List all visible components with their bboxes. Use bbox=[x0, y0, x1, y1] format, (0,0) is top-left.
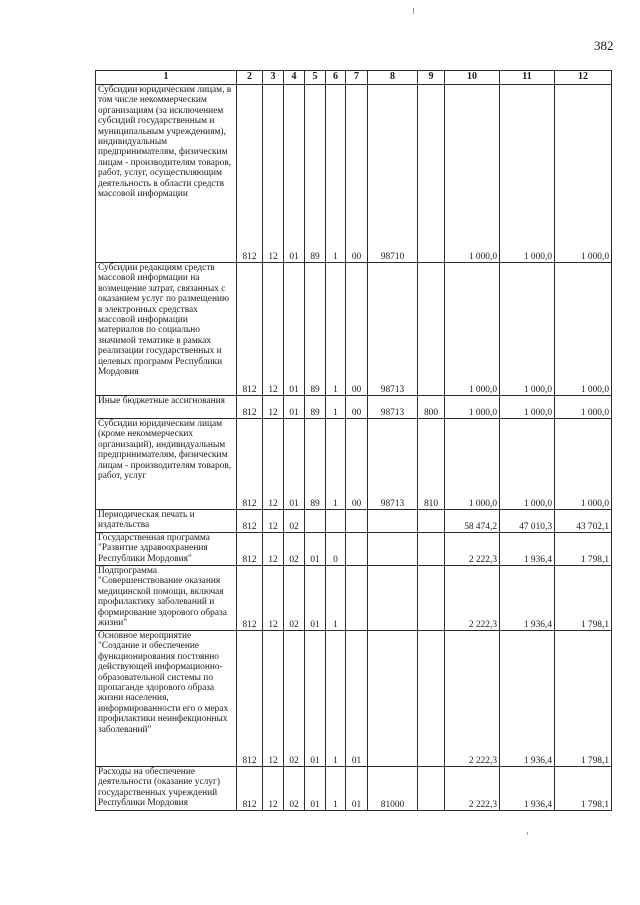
cell-ministry-code: 812 bbox=[237, 396, 263, 419]
cell-program: 01 bbox=[305, 767, 326, 811]
cell-subsection: 02 bbox=[284, 533, 305, 566]
cell-subsection: 02 bbox=[284, 631, 305, 767]
row-name: Расходы на обеспечение деятельности (оказание услуг) государственных учреждений Республики Мордовия bbox=[96, 767, 237, 811]
cell-expense-type bbox=[418, 566, 445, 631]
cell-amount-year3: 1 000,0 bbox=[555, 396, 612, 419]
cell-subprogram: 1 bbox=[326, 263, 346, 396]
cell-direction: 81000 bbox=[368, 767, 418, 811]
cell-ministry-code: 812 bbox=[237, 263, 263, 396]
cell-event bbox=[346, 510, 368, 533]
cell-subprogram: 1 bbox=[326, 419, 346, 510]
cell-ministry-code: 812 bbox=[237, 419, 263, 510]
row-name: Субсидии юридическим лицам, в том числе некоммерческим организациям (за исключением субсидий государственным и муниципальным учреждениям), индивидуальным предпринимателям, физическим лицам - производителям товаров, работ, услуг, осуществляющим деятельность в области средств массовой информации bbox=[96, 85, 237, 263]
cell-subprogram: 1 bbox=[326, 396, 346, 419]
cell-direction: 98713 bbox=[368, 263, 418, 396]
table-row bbox=[96, 85, 612, 263]
table-row bbox=[96, 533, 612, 566]
cell-direction bbox=[368, 631, 418, 767]
cell-subprogram: 1 bbox=[326, 566, 346, 631]
cell-ministry-code: 812 bbox=[237, 533, 263, 566]
cell-amount-year3: 1 798,1 bbox=[555, 767, 612, 811]
cell-ministry-code: 812 bbox=[237, 631, 263, 767]
cell-section: 12 bbox=[263, 419, 284, 510]
cell-direction bbox=[368, 510, 418, 533]
cell-amount-year3: 43 702,1 bbox=[555, 510, 612, 533]
cell-amount-year2: 1 000,0 bbox=[500, 396, 555, 419]
scan-mark bbox=[527, 832, 528, 835]
cell-ministry-code: 812 bbox=[237, 85, 263, 263]
cell-subprogram bbox=[326, 510, 346, 533]
cell-subsection: 01 bbox=[284, 85, 305, 263]
column-header: 5 bbox=[305, 71, 326, 85]
table-row bbox=[96, 631, 612, 767]
scan-mark bbox=[413, 8, 414, 14]
cell-event: 01 bbox=[346, 767, 368, 811]
cell-expense-type bbox=[418, 85, 445, 263]
cell-amount-year1: 2 222,3 bbox=[445, 631, 500, 767]
cell-program: 01 bbox=[305, 631, 326, 767]
row-name: Государственная программа "Развитие здравоохранения Республики Мордовия" bbox=[96, 533, 237, 566]
row-name: Периодическая печать и издательства bbox=[96, 510, 237, 533]
table-row bbox=[96, 510, 612, 533]
cell-event: 00 bbox=[346, 85, 368, 263]
cell-subsection: 02 bbox=[284, 566, 305, 631]
column-header: 12 bbox=[555, 71, 612, 85]
cell-program: 01 bbox=[305, 566, 326, 631]
cell-amount-year2: 1 936,4 bbox=[500, 533, 555, 566]
column-header: 10 bbox=[445, 71, 500, 85]
cell-amount-year3: 1 000,0 bbox=[555, 263, 612, 396]
column-header: 7 bbox=[346, 71, 368, 85]
cell-program: 89 bbox=[305, 419, 326, 510]
table-row bbox=[96, 263, 612, 396]
column-header: 4 bbox=[284, 71, 305, 85]
cell-event: 00 bbox=[346, 419, 368, 510]
cell-amount-year2: 1 000,0 bbox=[500, 85, 555, 263]
row-name: Субсидии юридическим лицам (кроме некоммерческих организаций), индивидуальным предпринимателям, физическим лицам - производителям товаров, работ, услуг bbox=[96, 419, 237, 510]
cell-expense-type bbox=[418, 263, 445, 396]
cell-amount-year3: 1 000,0 bbox=[555, 419, 612, 510]
cell-subsection: 02 bbox=[284, 767, 305, 811]
cell-amount-year3: 1 798,1 bbox=[555, 566, 612, 631]
cell-ministry-code: 812 bbox=[237, 566, 263, 631]
cell-amount-year1: 1 000,0 bbox=[445, 85, 500, 263]
cell-subsection: 01 bbox=[284, 419, 305, 510]
cell-section: 12 bbox=[263, 533, 284, 566]
cell-direction: 98710 bbox=[368, 85, 418, 263]
cell-expense-type bbox=[418, 533, 445, 566]
row-name: Основное мероприятие "Создание и обеспечение функционирования постоянно действующей информационно-образовательной системы по пропаганде здорового образа жизни населения, информированности его о мерах профилактики неинфекционных заболеваний" bbox=[96, 631, 237, 767]
row-name: Иные бюджетные ассигнования bbox=[96, 396, 237, 419]
cell-amount-year1: 1 000,0 bbox=[445, 396, 500, 419]
column-header: 6 bbox=[326, 71, 346, 85]
budget-table bbox=[95, 70, 612, 811]
cell-program bbox=[305, 510, 326, 533]
cell-section: 12 bbox=[263, 263, 284, 396]
cell-event bbox=[346, 566, 368, 631]
cell-amount-year1: 2 222,3 bbox=[445, 767, 500, 811]
cell-amount-year1: 2 222,3 bbox=[445, 533, 500, 566]
cell-amount-year2: 1 000,0 bbox=[500, 263, 555, 396]
cell-amount-year2: 1 000,0 bbox=[500, 419, 555, 510]
cell-ministry-code: 812 bbox=[237, 767, 263, 811]
cell-section: 12 bbox=[263, 396, 284, 419]
cell-direction bbox=[368, 566, 418, 631]
column-header: 1 bbox=[96, 71, 237, 85]
cell-amount-year2: 1 936,4 bbox=[500, 566, 555, 631]
cell-section: 12 bbox=[263, 510, 284, 533]
cell-amount-year2: 47 010,3 bbox=[500, 510, 555, 533]
column-header: 11 bbox=[500, 71, 555, 85]
cell-subsection: 01 bbox=[284, 263, 305, 396]
cell-section: 12 bbox=[263, 566, 284, 631]
cell-amount-year1: 1 000,0 bbox=[445, 263, 500, 396]
header-row bbox=[96, 71, 612, 85]
cell-expense-type: 810 bbox=[418, 419, 445, 510]
cell-amount-year3: 1 798,1 bbox=[555, 533, 612, 566]
cell-event: 00 bbox=[346, 263, 368, 396]
cell-section: 12 bbox=[263, 767, 284, 811]
cell-event bbox=[346, 533, 368, 566]
cell-subprogram: 1 bbox=[326, 631, 346, 767]
column-header: 3 bbox=[263, 71, 284, 85]
cell-amount-year1: 2 222,3 bbox=[445, 566, 500, 631]
cell-ministry-code: 812 bbox=[237, 510, 263, 533]
cell-expense-type bbox=[418, 510, 445, 533]
cell-expense-type bbox=[418, 767, 445, 811]
cell-program: 01 bbox=[305, 533, 326, 566]
column-header: 9 bbox=[418, 71, 445, 85]
cell-program: 89 bbox=[305, 396, 326, 419]
cell-program: 89 bbox=[305, 263, 326, 396]
row-name: Подпрограмма "Совершенствование оказания медицинской помощи, включая профилактику заболеваний и формирование здорового образа жизни" bbox=[96, 566, 237, 631]
cell-subprogram: 1 bbox=[326, 767, 346, 811]
cell-amount-year1: 1 000,0 bbox=[445, 419, 500, 510]
table-row bbox=[96, 419, 612, 510]
cell-expense-type: 800 bbox=[418, 396, 445, 419]
cell-event: 01 bbox=[346, 631, 368, 767]
cell-section: 12 bbox=[263, 85, 284, 263]
cell-expense-type bbox=[418, 631, 445, 767]
cell-amount-year2: 1 936,4 bbox=[500, 631, 555, 767]
cell-section: 12 bbox=[263, 631, 284, 767]
table-row bbox=[96, 767, 612, 811]
cell-direction: 98713 bbox=[368, 396, 418, 419]
cell-program: 89 bbox=[305, 85, 326, 263]
cell-subprogram: 0 bbox=[326, 533, 346, 566]
column-header: 8 bbox=[368, 71, 418, 85]
cell-amount-year2: 1 936,4 bbox=[500, 767, 555, 811]
table-row bbox=[96, 396, 612, 419]
cell-subprogram: 1 bbox=[326, 85, 346, 263]
table-row bbox=[96, 566, 612, 631]
cell-event: 00 bbox=[346, 396, 368, 419]
cell-amount-year1: 58 474,2 bbox=[445, 510, 500, 533]
cell-subsection: 01 bbox=[284, 396, 305, 419]
cell-amount-year3: 1 000,0 bbox=[555, 85, 612, 263]
cell-amount-year3: 1 798,1 bbox=[555, 631, 612, 767]
cell-direction bbox=[368, 533, 418, 566]
cell-direction: 98713 bbox=[368, 419, 418, 510]
column-header: 2 bbox=[237, 71, 263, 85]
row-name: Субсидии редакциям средств массовой информации на возмещение затрат, связанных с оказанием услуг по размещению в электронных средствах массовой информации материалов по социально значимой тематике в рамках реализации государственных и целевых программ Республики Мордовия bbox=[96, 263, 237, 396]
cell-subsection: 02 bbox=[284, 510, 305, 533]
page-number: 382 bbox=[594, 38, 614, 53]
